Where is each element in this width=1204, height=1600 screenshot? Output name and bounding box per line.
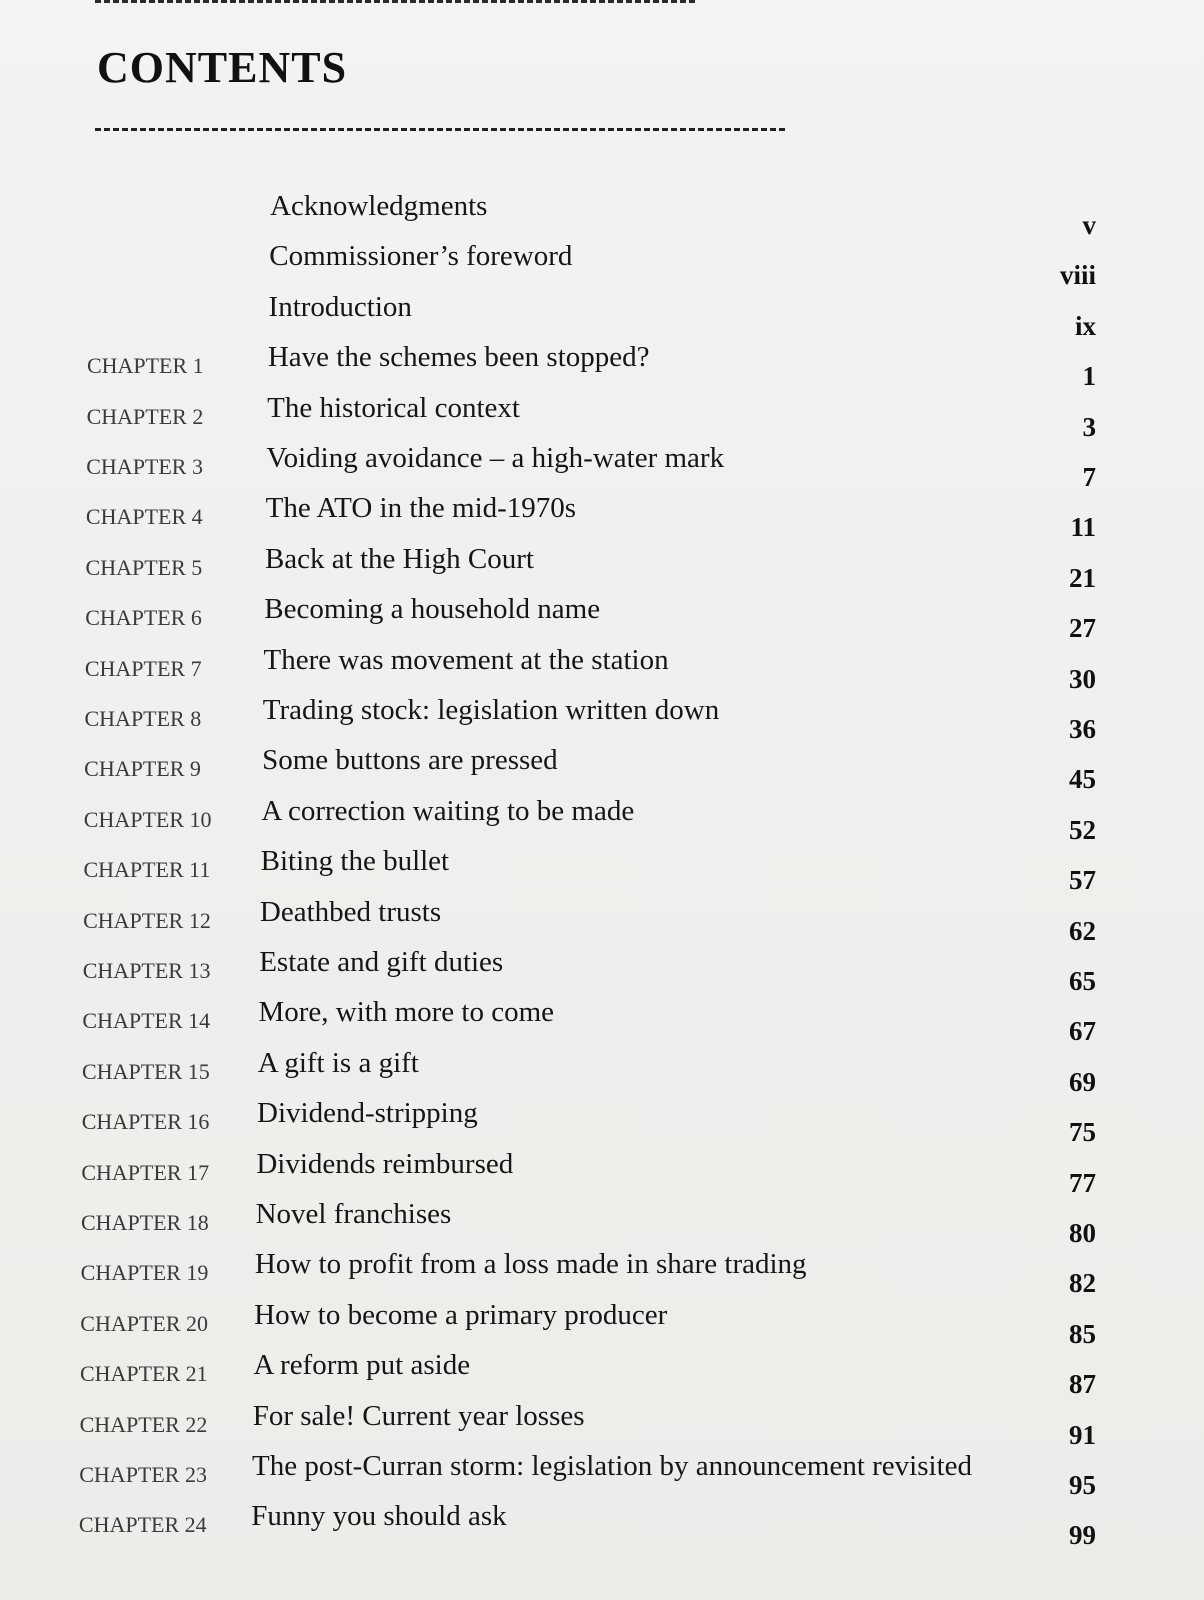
chapter-label: CHAPTER 9 xyxy=(84,756,201,782)
page-number: 85 xyxy=(1069,1318,1096,1349)
chapter-title: A reform put aside xyxy=(253,1349,471,1382)
chapter-title: A gift is a gift xyxy=(257,1046,419,1079)
page-number: 87 xyxy=(1069,1369,1096,1400)
chapter-label: CHAPTER 21 xyxy=(79,1361,208,1387)
toc-row xyxy=(0,794,1204,845)
chapter-label: CHAPTER 12 xyxy=(83,907,211,933)
chapter-label: CHAPTER 8 xyxy=(84,706,202,731)
contents-heading: CONTENTS xyxy=(97,43,348,92)
chapter-label: CHAPTER 3 xyxy=(86,454,203,479)
chapter-title: Some buttons are pressed xyxy=(262,744,558,777)
toc-row xyxy=(0,391,1204,442)
chapter-label: CHAPTER 1 xyxy=(86,353,204,379)
chapter-label: CHAPTER 4 xyxy=(85,504,203,530)
chapter-title: Acknowledgments xyxy=(270,190,488,222)
toc-row xyxy=(0,1349,1204,1400)
chapter-title: How to become a primary producer xyxy=(254,1298,668,1331)
chapter-title: Deathbed trusts xyxy=(259,895,442,928)
chapter-title: Novel franchises xyxy=(255,1198,452,1230)
toc-row xyxy=(0,643,1204,694)
chapter-title: Trading stock: legislation written down xyxy=(262,694,720,726)
chapter-title: Funny you should ask xyxy=(251,1500,507,1533)
toc-row xyxy=(0,542,1204,593)
chapter-label: CHAPTER 15 xyxy=(82,1058,210,1084)
toc-row xyxy=(0,341,1204,392)
page-number: 69 xyxy=(1069,1066,1096,1097)
page-number: 91 xyxy=(1069,1419,1096,1450)
chapter-title: Becoming a household name xyxy=(264,593,601,626)
page-number: 67 xyxy=(1069,1016,1096,1047)
page-number: 95 xyxy=(1069,1470,1096,1500)
chapter-label: CHAPTER 23 xyxy=(79,1462,207,1487)
chapter-title: Estate and gift duties xyxy=(259,946,504,978)
page-number: 65 xyxy=(1069,966,1096,996)
chapter-label: CHAPTER 22 xyxy=(79,1411,208,1437)
chapter-label: CHAPTER 19 xyxy=(80,1260,209,1286)
toc-row xyxy=(0,946,1204,996)
chapter-title: Biting the bullet xyxy=(260,845,450,878)
toc-row xyxy=(0,1147,1204,1198)
chapter-title: More, with more to come xyxy=(258,996,555,1029)
page-number: 27 xyxy=(1069,613,1096,644)
page-number: 80 xyxy=(1069,1218,1096,1248)
chapter-title: How to profit from a loss made in share trading xyxy=(254,1248,807,1281)
page-number: 1 xyxy=(1082,361,1096,392)
chapter-label: CHAPTER 17 xyxy=(81,1159,210,1185)
toc-row xyxy=(0,1097,1204,1148)
chapter-label: CHAPTER 7 xyxy=(84,655,202,681)
page-number: 3 xyxy=(1082,411,1096,442)
toc-row xyxy=(0,895,1204,946)
chapter-title: Have the schemes been stopped? xyxy=(267,341,650,374)
page-number: v xyxy=(1082,210,1096,240)
toc-row xyxy=(0,290,1204,341)
page-number: 77 xyxy=(1069,1167,1096,1198)
chapter-title: Commissioner’s foreword xyxy=(269,240,573,273)
chapter-label: CHAPTER 20 xyxy=(80,1310,209,1336)
toc-row xyxy=(0,442,1204,492)
page-number: 57 xyxy=(1069,865,1096,896)
page-number: ix xyxy=(1074,310,1096,341)
toc-row xyxy=(0,694,1204,744)
toc-row xyxy=(0,1500,1204,1551)
chapter-label: CHAPTER 18 xyxy=(81,1210,209,1235)
chapter-label: CHAPTER 24 xyxy=(78,1512,207,1538)
toc-row xyxy=(0,1450,1204,1500)
chapter-title: A correction waiting to be made xyxy=(261,794,635,827)
page-number: 82 xyxy=(1069,1268,1096,1299)
page-number: 36 xyxy=(1069,714,1096,744)
page-number: 11 xyxy=(1070,512,1096,543)
chapter-label: CHAPTER 5 xyxy=(85,554,203,580)
page-number: 21 xyxy=(1069,562,1096,593)
chapter-title: The historical context xyxy=(267,391,520,424)
toc-row xyxy=(0,492,1204,543)
chapter-title: Introduction xyxy=(268,290,412,323)
toc-row xyxy=(0,1198,1204,1248)
page-number: viii xyxy=(1059,260,1096,291)
toc-row xyxy=(0,1399,1204,1450)
page-number: 45 xyxy=(1069,764,1096,795)
chapter-label: CHAPTER 14 xyxy=(82,1008,211,1034)
chapter-label: CHAPTER 6 xyxy=(85,605,202,631)
page-number: 75 xyxy=(1069,1117,1096,1148)
toc-row xyxy=(0,1248,1204,1299)
chapter-title: Dividend-stripping xyxy=(257,1097,478,1130)
toc-row xyxy=(0,593,1204,644)
toc-row xyxy=(0,744,1204,795)
toc-row xyxy=(0,845,1204,896)
toc-row xyxy=(0,190,1204,240)
toc-row xyxy=(0,240,1204,291)
chapter-title: The post-Curran storm: legislation by announcement revisited xyxy=(252,1450,973,1482)
chapter-title: Back at the High Court xyxy=(264,542,534,575)
chapter-title: For sale! Current year losses xyxy=(252,1399,585,1432)
page-number: 52 xyxy=(1069,814,1096,845)
toc-row xyxy=(0,996,1204,1047)
chapter-label: CHAPTER 13 xyxy=(82,958,211,983)
page-number: 7 xyxy=(1082,462,1096,492)
chapter-label: CHAPTER 11 xyxy=(83,857,211,883)
chapter-title: The ATO in the mid-1970s xyxy=(265,492,577,525)
page-number: 99 xyxy=(1069,1520,1096,1551)
chapter-title: There was movement at the station xyxy=(263,643,669,676)
chapter-label: CHAPTER 16 xyxy=(81,1109,210,1135)
chapter-title: Voiding avoidance – a high-water mark xyxy=(266,442,725,474)
chapter-title: Dividends reimbursed xyxy=(256,1147,514,1180)
page-number: 62 xyxy=(1069,915,1096,946)
toc-row xyxy=(0,1298,1204,1349)
chapter-label: CHAPTER 10 xyxy=(83,806,212,832)
toc-row xyxy=(0,1046,1204,1097)
chapter-label: CHAPTER 2 xyxy=(86,403,204,429)
page-number: 30 xyxy=(1069,663,1096,694)
